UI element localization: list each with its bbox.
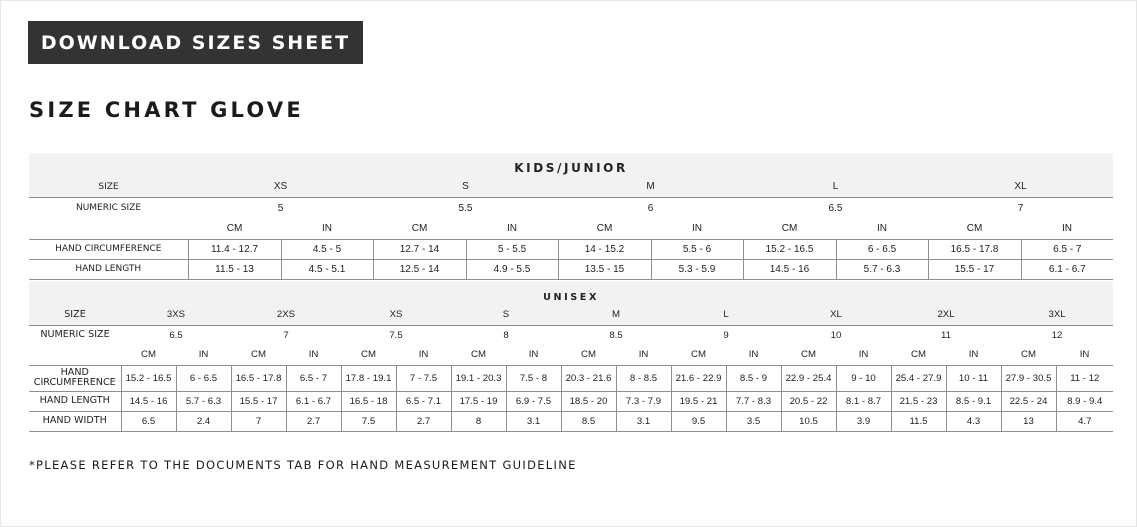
table-cell: 15.2 - 16.5 [743,239,836,259]
download-sizes-sheet-button[interactable]: DOWNLOAD SIZES SHEET [28,21,363,64]
unisex-heading: UNISEX [29,281,1113,305]
unisex-size-2xs: 2XS [231,305,341,325]
table-cell: 4.3 [946,411,1001,431]
table-cell: 22.9 - 25.4 [781,365,836,391]
unisex-unit-cm: CM [891,345,946,365]
unisex-size-3xs: 3XS [121,305,231,325]
unisex-unit-cm: CM [781,345,836,365]
table-cell: 8 - 8.5 [616,365,671,391]
unisex-numeric-label: NUMERIC SIZE [40,329,110,341]
unisex-unit-in: IN [726,345,781,365]
table-cell: 6.5 - 7 [1021,239,1113,259]
kids-numeric-label: NUMERIC SIZE [75,203,142,214]
table-cell: 15.2 - 16.5 [121,365,176,391]
unisex-numeric-value: 6.5 [169,329,183,341]
table-cell: 21.6 - 22.9 [671,365,726,391]
table-cell: 19.5 - 21 [671,391,726,411]
table-cell: 20.3 - 21.6 [561,365,616,391]
table-cell: 8.5 - 9.1 [946,391,1001,411]
table-cell: 16.5 - 17.8 [928,239,1021,259]
table-cell: 3.1 [506,411,561,431]
table-cell: 5.7 - 6.3 [836,259,928,279]
table-cell: 16.5 - 18 [341,391,396,411]
table-cell: 7 - 7.5 [396,365,451,391]
unisex-unit-in: IN [836,345,891,365]
table-cell: 8.5 [561,411,616,431]
table-cell: 2.7 [286,411,341,431]
unisex-unit-in: IN [396,345,451,365]
table-cell: 27.9 - 30.5 [1001,365,1056,391]
kids-heading: KIDS/JUNIOR [29,153,1113,177]
table-cell: 11.5 [891,411,946,431]
table-cell: 19.1 - 20.3 [451,365,506,391]
kids-size-xs: XS [188,177,373,197]
table-cell: 5.7 - 6.3 [176,391,231,411]
table-cell: 9 - 10 [836,365,891,391]
table-cell: 6.1 - 6.7 [1021,259,1113,279]
table-cell: 15.5 - 17 [928,259,1021,279]
unisex-numeric-value: 11 [941,329,951,341]
kids-unit-cm: CM [188,219,281,239]
kids-hand-circumference-label: HAND CIRCUMFERENCE [29,239,188,259]
unisex-size-label: SIZE [29,305,121,325]
unisex-unit-cm: CM [561,345,616,365]
table-cell: 4.5 - 5 [281,239,373,259]
table-cell: 21.5 - 23 [891,391,946,411]
table-cell: 18.5 - 20 [561,391,616,411]
table-cell: 4.5 - 5.1 [281,259,373,279]
kids-numeric-value: 6 [647,202,654,214]
table-cell: 6.5 - 7 [286,365,341,391]
unisex-size-m: M [561,305,671,325]
table-cell: 6.5 - 7.1 [396,391,451,411]
table-cell: 3.1 [616,411,671,431]
table-cell: 8.9 - 9.4 [1056,391,1113,411]
unisex-hand-width-label: HAND WIDTH [29,411,121,431]
table-cell: 3.9 [836,411,891,431]
kids-numeric-value: 5 [277,202,284,214]
table-cell: 16.5 - 17.8 [231,365,286,391]
table-cell: 6 - 6.5 [836,239,928,259]
unisex-unit-cm: CM [671,345,726,365]
unisex-size-3xl: 3XL [1001,305,1113,325]
unisex-unit-cm: CM [1001,345,1056,365]
unisex-unit-in: IN [616,345,671,365]
unisex-hand-circumference-label [29,365,121,391]
table-cell: 8.5 - 9 [726,365,781,391]
table-cell: 6 - 6.5 [176,365,231,391]
table-cell: 25.4 - 27.9 [891,365,946,391]
unisex-hand-length-label: HAND LENGTH [29,391,121,411]
kids-size-m: M [558,177,743,197]
table-cell: 6.5 [121,411,176,431]
unisex-size-xl: XL [781,305,891,325]
unisex-numeric-value: 12 [1051,329,1063,341]
unisex-size-2xl: 2XL [891,305,1001,325]
unisex-unit-in: IN [946,345,1001,365]
table-cell: 2.4 [176,411,231,431]
unisex-unit-cm: CM [231,345,286,365]
unisex-size-s: S [451,305,561,325]
kids-hand-length-label: HAND LENGTH [29,259,188,279]
table-cell: 9.5 [671,411,726,431]
kids-unit-in: IN [651,219,743,239]
kids-unit-cm: CM [558,219,651,239]
kids-size-l: L [743,177,928,197]
table-cell: 6.1 - 6.7 [286,391,341,411]
table-cell: 7.3 - 7.9 [616,391,671,411]
table-cell: 10 - 11 [946,365,1001,391]
table-row [29,239,1113,259]
unisex-numeric-value: 7.5 [389,329,403,341]
table-cell: 22.5 - 24 [1001,391,1056,411]
table-cell: 5 - 5.5 [466,239,558,259]
table-cell: 7 [231,411,286,431]
table-cell: 5.3 - 5.9 [651,259,743,279]
measurement-guideline-note: *PLEASE REFER TO THE DOCUMENTS TAB FOR HAND MEASUREMENT GUIDELINE [29,458,577,472]
label-line: CIRCUMFERENCE [33,377,116,388]
kids-unit-cm: CM [373,219,466,239]
kids-numeric-value: 5.5 [458,202,473,214]
table-cell: 15.5 - 17 [231,391,286,411]
kids-unit-in: IN [1021,219,1113,239]
kids-unit-in: IN [836,219,928,239]
kids-unit-cm: CM [928,219,1021,239]
table-cell: 3.5 [726,411,781,431]
table-cell: 7.5 - 8 [506,365,561,391]
table-row [29,411,1113,431]
kids-numeric-value: 6.5 [828,202,843,214]
table-cell: 5.5 - 6 [651,239,743,259]
unisex-size-table [29,281,1113,432]
table-cell: 14.5 - 16 [743,259,836,279]
unisex-unit-cm: CM [121,345,176,365]
table-cell: 20.5 - 22 [781,391,836,411]
kids-size-xl: XL [928,177,1113,197]
unisex-numeric-value: 7 [283,329,289,341]
table-cell: 11.4 - 12.7 [188,239,281,259]
table-row [29,391,1113,411]
table-cell: 17.5 - 19 [451,391,506,411]
unisex-numeric-value: 10 [830,329,842,341]
unisex-unit-in: IN [1056,345,1113,365]
table-cell: 7.5 [341,411,396,431]
table-cell: 6.9 - 7.5 [506,391,561,411]
table-cell: 12.5 - 14 [373,259,466,279]
unisex-numeric-value: 8 [503,329,509,341]
kids-size-table [29,153,1113,280]
kids-numeric-value: 7 [1017,202,1024,214]
table-cell: 13 [1001,411,1056,431]
unisex-size-l: L [671,305,781,325]
table-row [29,365,1113,391]
table-cell: 14 - 15.2 [558,239,651,259]
table-cell: 14.5 - 16 [121,391,176,411]
unisex-numeric-value: 9 [723,329,729,341]
kids-size-label: SIZE [29,177,188,197]
table-cell: 11 - 12 [1056,365,1113,391]
unisex-unit-in: IN [286,345,341,365]
table-cell: 13.5 - 15 [558,259,651,279]
label-line: HAND [60,367,89,378]
kids-size-s: S [373,177,558,197]
kids-unit-cm: CM [743,219,836,239]
table-cell: 2.7 [396,411,451,431]
unisex-unit-in: IN [176,345,231,365]
table-cell: 12.7 - 14 [373,239,466,259]
table-cell: 11.5 - 13 [188,259,281,279]
table-cell: 7.7 - 8.3 [726,391,781,411]
table-cell: 8 [451,411,506,431]
unisex-unit-cm: CM [341,345,396,365]
unisex-numeric-value: 8.5 [609,329,623,341]
unisex-unit-cm: CM [451,345,506,365]
table-cell: 10.5 [781,411,836,431]
unisex-unit-in: IN [506,345,561,365]
table-cell: 4.9 - 5.5 [466,259,558,279]
table-cell: 17.8 - 19.1 [341,365,396,391]
table-row [29,259,1113,279]
table-cell: 4.7 [1056,411,1113,431]
kids-unit-in: IN [466,219,558,239]
table-cell: 8.1 - 8.7 [836,391,891,411]
kids-unit-in: IN [281,219,373,239]
page-title: SIZE CHART GLOVE [29,98,304,122]
unisex-size-xs: XS [341,305,451,325]
